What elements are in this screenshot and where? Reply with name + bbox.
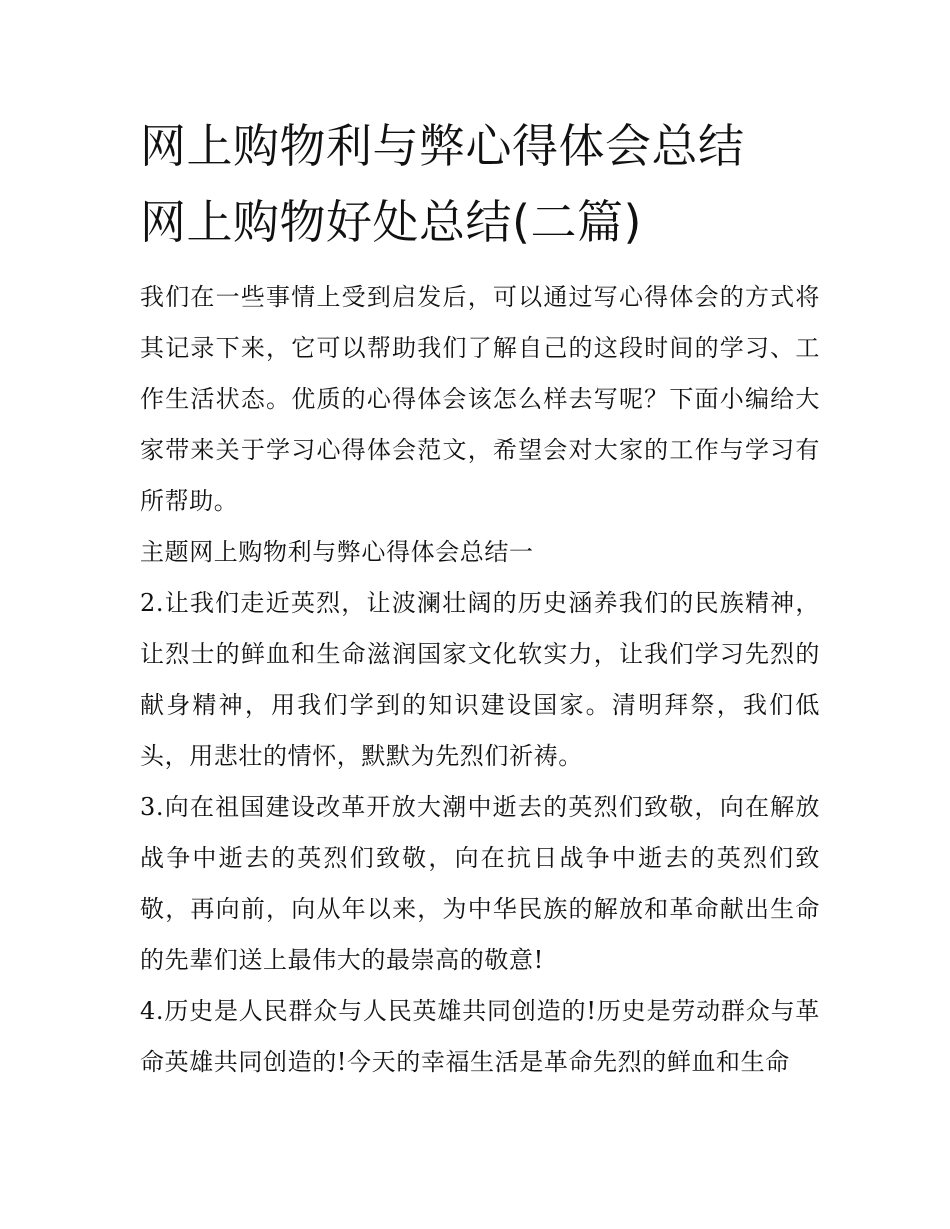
- paragraph-item-2: 2.让我们走近英烈，让波澜壮阔的历史涵养我们的民族精神，让烈士的鲜血和生命滋润国家文化软实力，让我们学习先烈的献身精神，用我们学到的知识建设国家。清明拜祭，我们低头，用悲壮的情怀，默默为先烈们祈祷。: [140, 589, 820, 770]
- document-title: [140, 108, 820, 260]
- paragraph-item-3: 3.向在祖国建设改革开放大潮中逝去的英烈们致敬，向在解放战争中逝去的英烈们致敬，向在抗日战争中逝去的英烈们致敬，再向前，向从年以来，为中华民族的解放和革命献出生命的先辈们送上最伟大的最崇高的敬意!: [140, 793, 820, 974]
- document-body: [140, 272, 820, 1088]
- section-heading: 主题网上购物利与弊心得体会总结一: [140, 538, 534, 566]
- title-line-2: 网上购物好处总结(二篇): [140, 195, 642, 249]
- title-line-1: 网上购物利与弊心得体会总结: [140, 119, 745, 173]
- intro-paragraph: 我们在一些事情上受到启发后，可以通过写心得体会的方式将其记录下来，它可以帮助我们了解自己的这段时间的学习、工作生活状态。优质的心得体会该怎么样去写呢？下面小编给大家带来关于学习心得体会范文，希望会对大家的工作与学习有所帮助。: [140, 283, 820, 515]
- document-content: [140, 108, 820, 1088]
- paragraph-item-4: 4.历史是人民群众与人民英雄共同创造的!历史是劳动群众与革命英雄共同创造的!今天的幸福生活是革命先烈的鲜血和生命: [140, 997, 820, 1076]
